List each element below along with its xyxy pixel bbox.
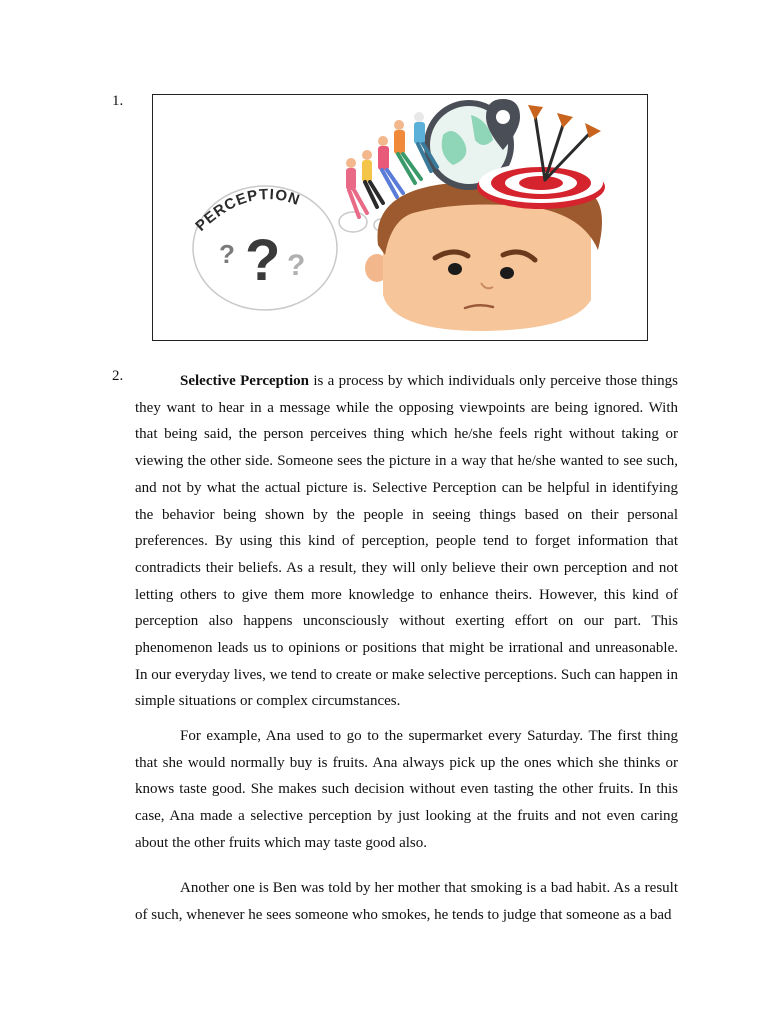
paragraph-3-text: Another one is Ben was told by her mother that smoking is a bad habit. As a result of such, whenever he sees someone who smokes, he tends to judge that someone as a bad bbox=[135, 880, 678, 923]
item-number-1: 1. bbox=[112, 93, 124, 109]
term-selective-perception: Selective Perception bbox=[180, 373, 309, 389]
paragraph-example-ben bbox=[135, 875, 678, 928]
target-icon bbox=[477, 163, 605, 209]
question-mark-large: ? bbox=[245, 228, 281, 293]
paragraph-1-text: is a process by which individuals only perceive those things they want to hear in a message while the opposing viewpoints are being ignored. With that being said, the person perceives thing which he/she feels right without taking or viewing the other side. Someone sees the picture in a way that he/she wanted to see such, and not by what the actual picture is. Selective Perception can be helpful in identifying the behavior being shown by the people in seeing things based on their personal preferences. By using this kind of perception, people tend to forget information that contradicts their beliefs. As a result, they will only believe their own perception and not letting others to give them more knowledge to enhance theirs. However, this kind of perception also happens unconsciously without exerting effort on our part. This phenomenon leads us to opinions or positions that might be irrational and unreasonable. In our everyday lives, we tend to create or make selective perceptions. Such can happen in simple situations or complex circumstances. bbox=[135, 373, 678, 710]
perception-arc-label: PERCEPTION bbox=[192, 185, 303, 235]
perception-illustration-svg bbox=[153, 95, 647, 340]
question-mark-right: ? bbox=[287, 249, 306, 282]
item-number-2: 2. bbox=[112, 368, 124, 384]
question-mark-left: ? bbox=[219, 239, 235, 269]
paragraph-2-text: For example, Ana used to go to the supermarket every Saturday. The first thing that she would normally buy is fruits. Ana always pick up the ones which she thinks or knows taste good. She makes such decision without even tasting the other fruits. In this case, Ana made a selective perception by just looking at the fruits and not even caring about the other fruits which may taste good also. bbox=[135, 728, 678, 851]
paragraph-example-ana bbox=[135, 723, 678, 857]
paragraph-selective-perception bbox=[135, 368, 678, 715]
perception-illustration bbox=[152, 94, 648, 341]
thought-bubble-small-1 bbox=[339, 212, 367, 232]
